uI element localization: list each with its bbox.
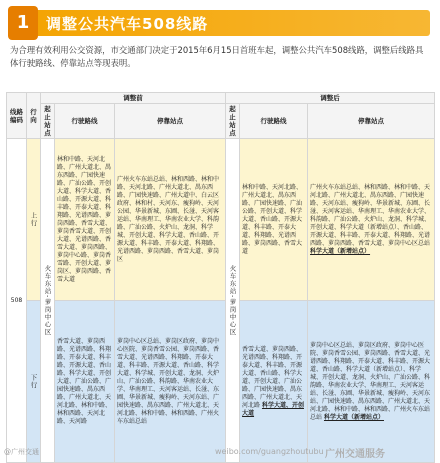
stops-before-up: 广州火车东站总站、林和西路、林和中路、天河北路、广州大道北、禺东西路、广园快速路、广州大道中、白云区政府、林和村、天河东、瘦狗岭、天河公园、华景新城、东圃、长湴、天河客运站、华南理工、华南农业大学、科韵路、广汕公路、火炉山、龙洞、科学城、开创大道、科学大道、香山路、开源大道、科丰路、开泰大道、科翔路、光谱西路、萝岗西路、香雪大道、萝岗区: [115, 139, 226, 301]
header-route-before: 行驶路线: [55, 104, 115, 139]
route-before-up: 林和中路、天河北路、广州大道北、禺东西路、广园快速路、广汕公路、开创大道、科学大道、香山路、开源大道、科丰路、开泰大道、科翔路、光谱西路、萝岗西路、香雪大道、萝岗香雪大道、开创大道、光谱西路、香雪大道、萝岗西路、萝岗中心路、萝岗香雪路、开创大道、萝岗区、萝岗西路、香雪大道: [55, 139, 115, 301]
terminal-cell-after: 火车东站-萝岗中心区: [226, 139, 240, 463]
intro-paragraph: 为合理有效利用公交资源，市交通部门决定于2015年6月15日首班车起，调整公共汽车508线路，调整后线路具体行驶路线、停靠站点等现表明。: [10, 45, 424, 68]
table-row-up: [7, 139, 435, 301]
header-route-after: 行驶路线: [240, 104, 308, 139]
new-stop-highlight-up: 科学大道（新增站点）: [310, 247, 371, 255]
header-row-2: [7, 104, 435, 139]
route-after-up: 林和中路、天河北路、广州大道北、禺东西路、广园快速路、广汕公路、开创大道、科学大道、香山路、开源大道、科丰路、开泰大道、科翔路、光谱西路、萝岗西路、香雪大道: [240, 139, 308, 301]
route-after-down: [240, 301, 308, 463]
route-after-down-text: 香雪大道、萝岗西路、光谱西路、科翔路、开泰大道、科丰路、开源大道、香山路、科学大道、开创大道、广汕公路、广园快速路、禺东西路、广州大道北、天河北路: [242, 345, 303, 409]
header-start-before: 起止站点: [41, 104, 55, 139]
footer: [0, 447, 440, 460]
header-direction: 行向: [27, 93, 41, 139]
footer-weibo-url[interactable]: weibo.com/guangzhoutubu: [215, 447, 324, 456]
route-adjustment-table: [6, 92, 435, 463]
section-number: 1: [8, 6, 38, 40]
header-stops-before: 停靠站点: [115, 104, 226, 139]
header-line-code: 线路编码: [7, 93, 27, 139]
header-row-1: [7, 93, 435, 104]
stops-after-down-text: 萝岗中心区总站、萝岗区政府、萝岗中心医院、萝岗香雪公园、萝岗西路、香雪大道、光谱西路、科翔路、开泰大道、科丰路、开源大道、香山路、科学大道（新增站点）、科学城、开创大道、龙洞、火炉山、广汕公路、科韵路、华南农业大学、华南理工、天河客运站、长湴、东圃、华景新城、瘦狗岭、天河东站、广园快速路、禺东西路、广州大道北、天河北路、林和中路、林和西路、广州火车东站总站: [310, 341, 431, 421]
footer-watermark: 广州交通服务: [325, 449, 385, 460]
line-code-cell: 508: [7, 139, 27, 463]
section-banner: [10, 10, 430, 36]
stops-after-up-text: 广州火车东站总站、林和西路、林和中路、天河北路、广州大道北、禺东西路、广园快速路、天河东站、瘦狗岭、华景新城、东圃、长湴、天河客运站、华南理工、华南农业大学、科韵路、广汕公路、火炉山、龙洞、科学城、开创大道、科学大道（新增站点）、香山路、开源大道、科丰路、开泰大道、科翔路、光谱西路、萝岗西路、香雪大道、萝岗中心区总站: [310, 183, 431, 247]
new-stop-highlight-down: 科学大道（新增站点）: [323, 413, 384, 421]
route-highlight-down: 科学大道、开创大道: [242, 401, 304, 417]
section-title: 调整公共汽车508线路: [46, 15, 209, 33]
route-before-down: 香雪大道、萝岗西路、光谱西路、科翔路、开泰大道、科丰路、开源大道、香山路、科学大道、开创大道、广汕公路、广园快速路、禺东西路、广州大道北、天河北路、林和中路、林和西路、天河北路、天河路: [55, 301, 115, 463]
stops-after-up: [308, 139, 435, 301]
terminal-cell-before: 火车东站-萝岗中心区: [41, 139, 55, 463]
header-before: 调整前: [41, 93, 226, 104]
footer-account: @广州交通: [4, 448, 39, 456]
direction-cell: 下行: [27, 301, 41, 463]
header-after: 调整后: [226, 93, 435, 104]
stops-before-down: 萝岗中心区总站、萝岗区政府、萝岗中心医院、萝岗香雪公园、萝岗西路、香雪大道、光谱西路、科翔路、开泰大道、科丰路、开源大道、香山路、科学大道、科学城、开创大道、龙洞、火炉山、广汕公路、科韵路、华南农业大学、华南理工、天河客运站、长湴、东圃、华景新城、瘦狗岭、天河东站、广园快速路、禺东西路、广州大道北、天河北路、林和中路、林和西路、广州火车东站总站: [115, 301, 226, 463]
stops-after-down: [308, 301, 435, 463]
header-start-after: 起止站点: [226, 104, 240, 139]
header-stops-after: 停靠站点: [308, 104, 435, 139]
table-row-down: [7, 301, 435, 463]
direction-cell: 上行: [27, 139, 41, 301]
